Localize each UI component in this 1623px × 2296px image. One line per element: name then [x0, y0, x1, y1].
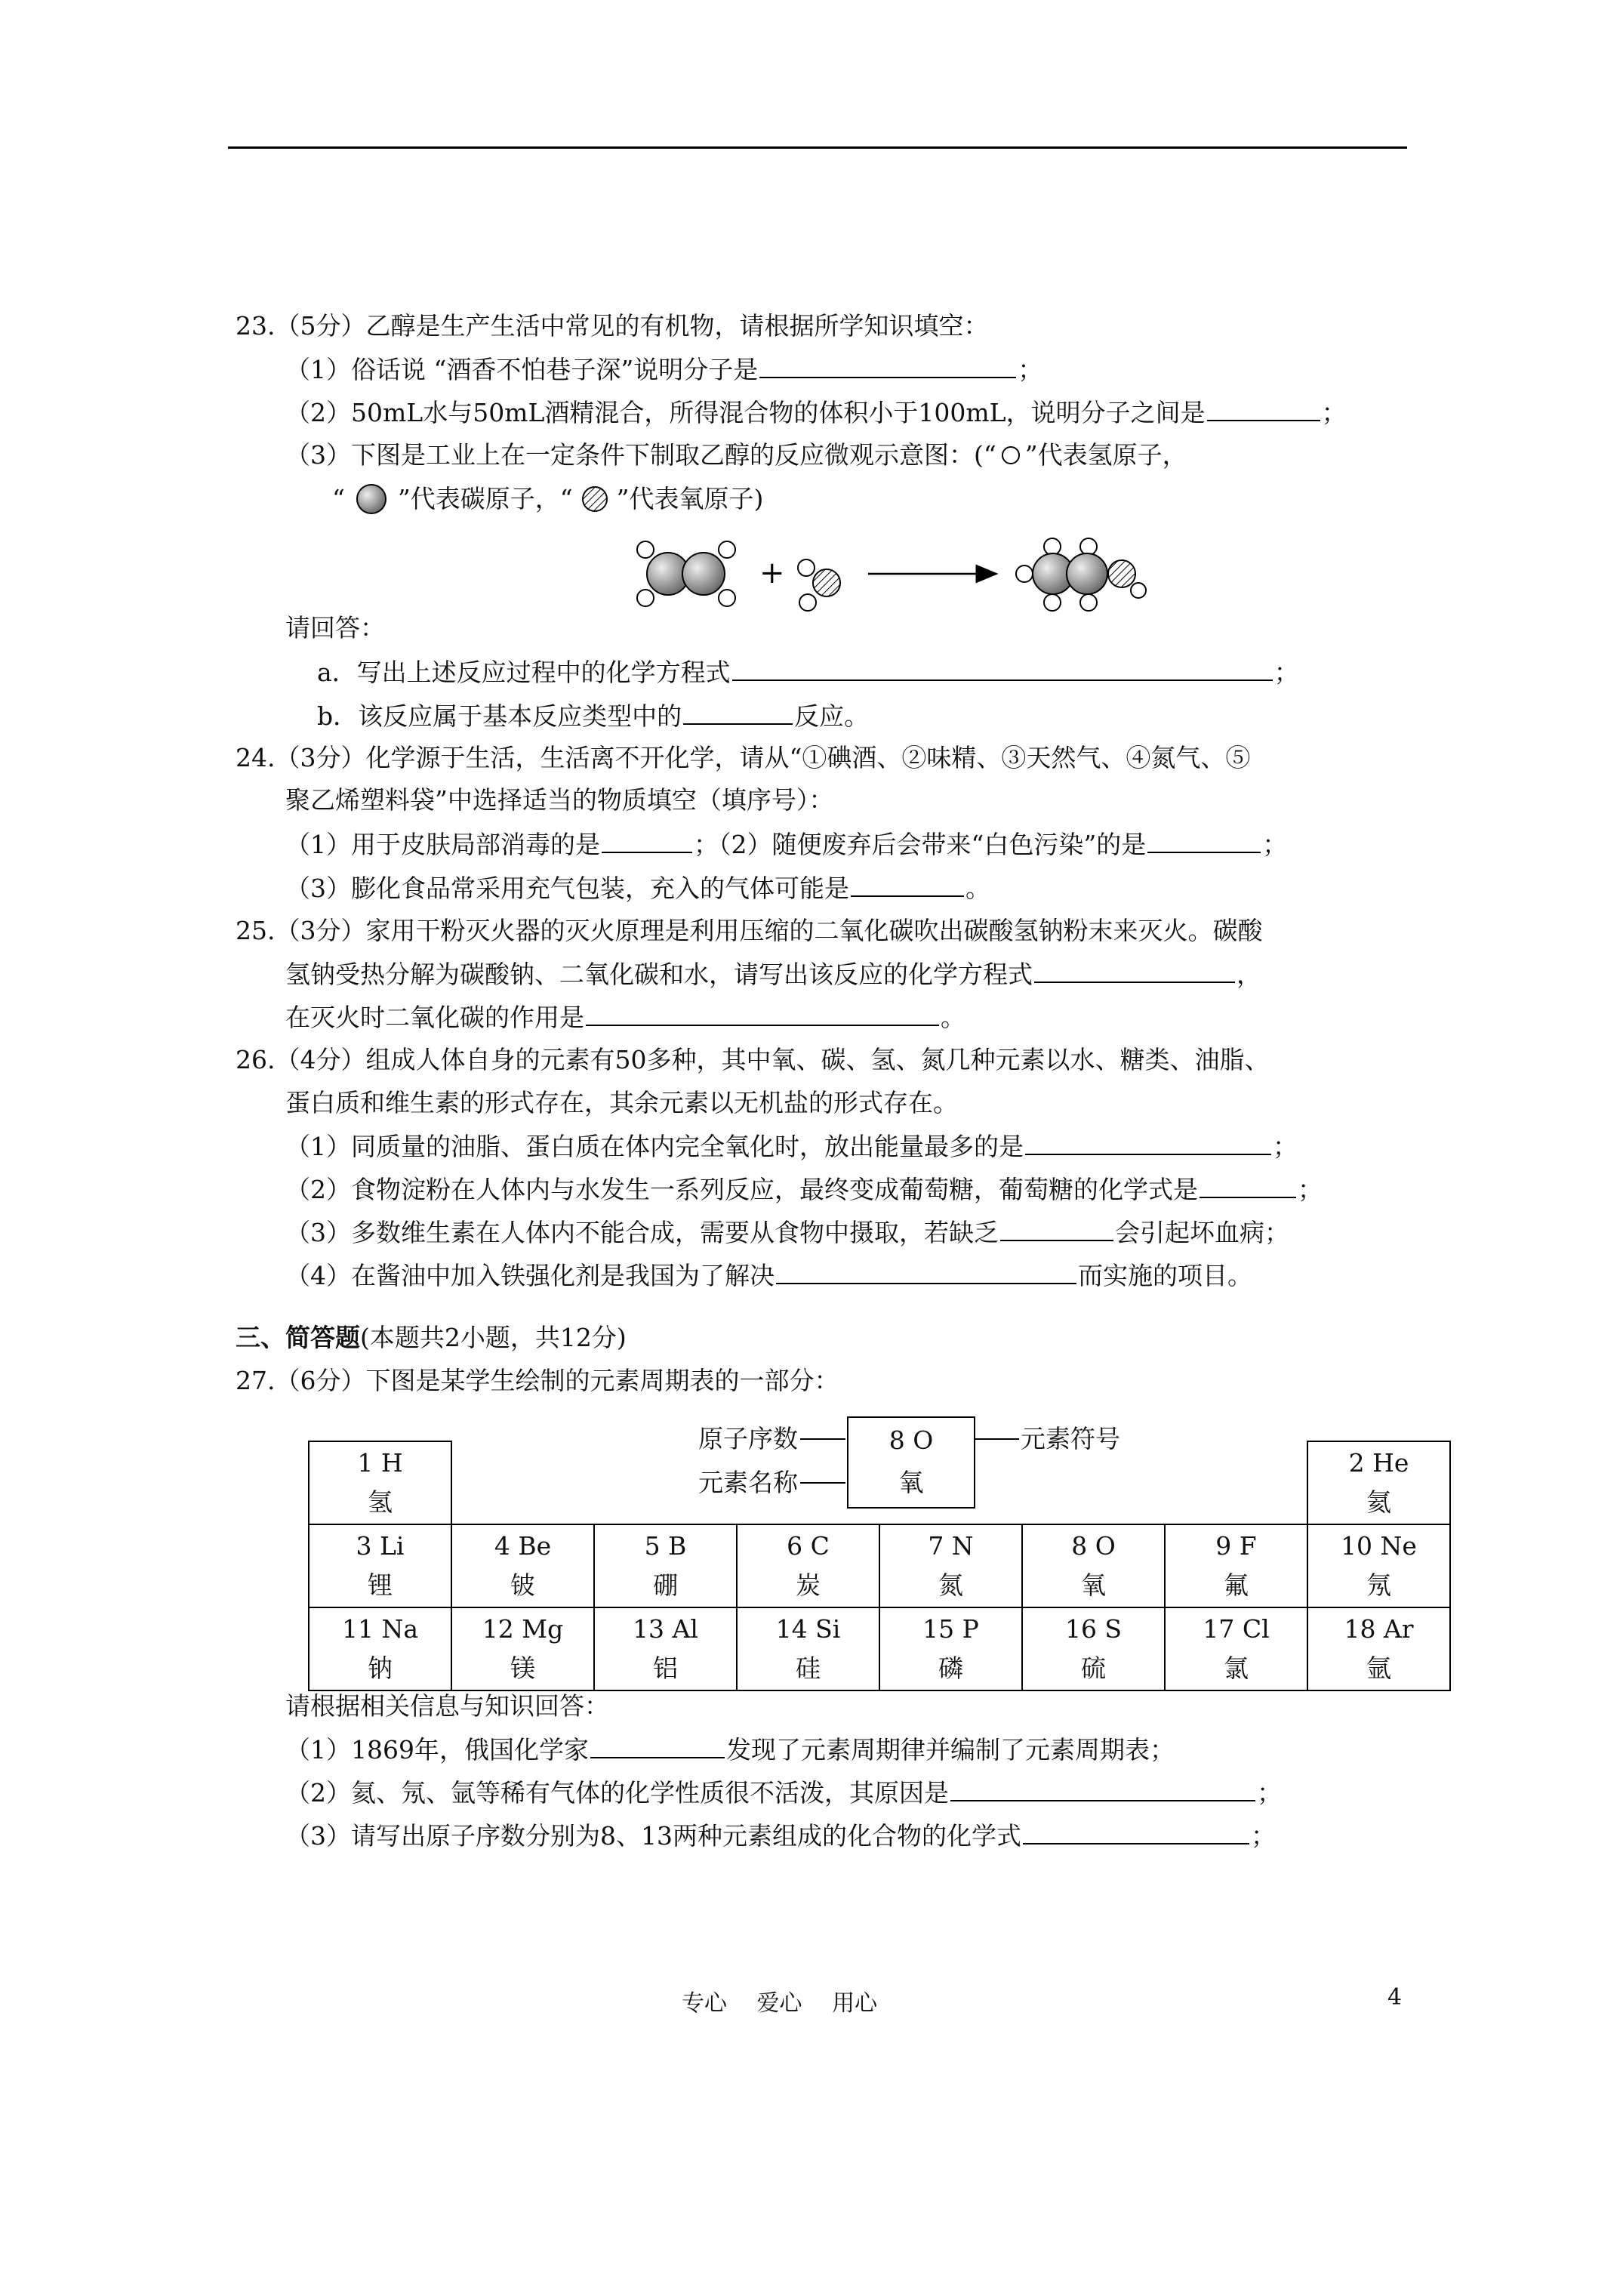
legend-atomic-number-label: 原子序数	[698, 1424, 798, 1453]
hydrogen-atom-icon	[999, 444, 1022, 467]
q27-part3: （3）请写出原子序数分别为8、13两种元素组成的化合物的化学式 ；	[285, 1821, 1276, 1851]
footer-motto: 专心 爱心 用心	[682, 1990, 878, 2017]
answer-blank[interactable]	[1147, 829, 1261, 853]
q26-part1: （1）同质量的油脂、蛋白质在体内完全氧化时，放出能量最多的是 ；	[285, 1132, 1298, 1161]
page-number: 4	[1387, 1984, 1403, 2011]
answer-blank[interactable]	[586, 1002, 939, 1026]
element-cell: 15 P 磷	[879, 1607, 1022, 1690]
answer-blank[interactable]	[732, 657, 1273, 681]
table-row	[309, 1607, 1450, 1690]
q24-part3: （3）膨化食品常采用充气包装，充入的气体可能是 。	[285, 874, 990, 903]
q27-part1: （1）1869年，俄国化学家 发现了元素周期律并编制了元素周期表；	[285, 1735, 1175, 1764]
q23-part1: （1）俗话说 “酒香不怕巷子深”说明分子是 ；	[285, 355, 1043, 384]
ethanol-molecule	[1016, 538, 1146, 611]
answer-blank[interactable]	[1034, 959, 1235, 983]
oxygen-atom-icon	[576, 483, 614, 515]
element-cell: 3 Li 锂	[309, 1524, 451, 1607]
q24-part1-2: （1）用于皮肤局部消毒的是 ；（2）随便废弃后会带来“白色污染”的是 ；	[285, 830, 1288, 859]
element-cell: 14 Si 硅	[737, 1607, 879, 1690]
water-molecule	[798, 559, 840, 611]
answer-blank[interactable]	[1207, 397, 1320, 421]
legend-element-symbol-label: 元素符号	[1021, 1424, 1120, 1453]
q24-title-line1: 24.（3分）化学源于生活，生活离不开化学，请从“①碘酒、②味精、③天然气、④氮气、⑤	[236, 743, 1251, 772]
element-cell: 6 C 炭	[737, 1524, 879, 1607]
answer-blank[interactable]	[776, 1260, 1076, 1284]
element-cell: 4 Be 铍	[451, 1524, 594, 1607]
q25-line1: 25.（3分）家用干粉灭火器的灭火原理是利用压缩的二氧化碳吹出碳酸氢钠粉末来灭火。碳酸	[236, 916, 1263, 945]
ethylene-molecule	[637, 541, 735, 606]
table-row	[309, 1524, 1450, 1607]
q26-part4: （4）在酱油中加入铁强化剂是我国为了解决 而实施的项目。	[285, 1261, 1252, 1290]
answer-blank[interactable]	[1023, 1820, 1249, 1845]
q26-line2: 蛋白质和维生素的形式存在，其余元素以无机盐的形式存在。	[285, 1088, 958, 1117]
answer-blank[interactable]	[1200, 1174, 1296, 1198]
element-cell: 17 Cl 氯	[1165, 1607, 1307, 1690]
q23-ask: 请回答：	[285, 613, 385, 643]
q27-part2: （2）氦、氖、氩等稀有气体的化学性质很不活泼，其原因是 ；	[285, 1778, 1282, 1808]
q27-ask: 请根据相关信息与知识回答：	[285, 1691, 609, 1721]
element-cell: 16 S 硫	[1022, 1607, 1165, 1690]
header-rule	[228, 146, 1407, 149]
q23-a: a．写出上述反应过程中的化学方程式 ；	[317, 658, 1299, 687]
q25-line3: 在灭火时二氧化碳的作用是 。	[285, 1003, 965, 1032]
element-cell: 5 B 硼	[594, 1524, 737, 1607]
q27-title: 27.（6分）下图是某学生绘制的元素周期表的一部分：	[236, 1366, 839, 1395]
q26-line1: 26.（4分）组成人体自身的元素有50多种，其中氧、碳、氢、氮几种元素以水、糖类、油脂、	[236, 1045, 1270, 1074]
element-cell: 11 Na 钠	[309, 1607, 451, 1690]
answer-blank[interactable]	[950, 1777, 1255, 1801]
element-cell: 9 F 氟	[1165, 1524, 1307, 1607]
reaction-diagram	[619, 529, 1147, 619]
carbon-atom-icon	[348, 483, 395, 515]
legend-sample-name: 氧	[898, 1468, 924, 1497]
q25-line2: 氢钠受热分解为碳酸钠、二氧化碳和水，请写出该反应的化学方程式 ，	[285, 960, 1261, 989]
q23-title: 23.（5分）乙醇是生产生活中常见的有机物，请根据所学知识填空：	[236, 311, 989, 341]
q23-b: b．该反应属于基本反应类型中的 反应。	[317, 701, 870, 731]
element-cell: 7 N 氮	[879, 1524, 1022, 1607]
q26-part2: （2）食物淀粉在人体内与水发生一系列反应，最终变成葡萄糖，葡萄糖的化学式是 ；	[285, 1175, 1323, 1204]
legend-element-name-label: 元素名称	[698, 1468, 798, 1497]
answer-blank[interactable]	[602, 829, 692, 853]
periodic-table	[308, 1441, 1451, 1691]
element-cell: 12 Mg 镁	[451, 1607, 594, 1690]
answer-blank[interactable]	[1025, 1131, 1271, 1155]
q24-title-line2: 聚乙烯塑料袋”中选择适当的物质填空（填序号）：	[285, 785, 834, 815]
element-cell: 8 O 氧	[1022, 1524, 1165, 1607]
answer-blank[interactable]	[1000, 1217, 1113, 1241]
table-row	[309, 1441, 1450, 1524]
answer-blank[interactable]	[590, 1734, 725, 1758]
element-cell: 2 He 氦	[1307, 1441, 1450, 1524]
element-cell: 10 Ne 氖	[1307, 1524, 1450, 1607]
answer-blank[interactable]	[851, 873, 964, 897]
q23-part3-legend: “ ”代表碳原子，“ ”代表氧原子)	[332, 484, 764, 513]
answer-blank[interactable]	[683, 701, 793, 725]
q23-part2: （2）50mL水与50mL酒精混合，所得混合物的体积小于100mL，说明分子之间是 ；	[285, 398, 1347, 427]
legend-sample-symbol: 8 O	[888, 1425, 934, 1455]
element-cell: 13 Al 铝	[594, 1607, 737, 1690]
section-3-heading: 三、简答题(本题共2小题，共12分)	[236, 1323, 627, 1352]
plus-sign: +	[759, 556, 785, 590]
q26-part3: （3）多数维生素在人体内不能合成，需要从食物中摄取，若缺乏 会引起坏血病；	[285, 1218, 1289, 1247]
answer-blank[interactable]	[759, 354, 1016, 378]
q23-part3: （3）下图是工业上在一定条件下制取乙醇的反应微观示意图：(“ ”代表氢原子，	[285, 440, 1187, 470]
element-cell: 18 Ar 氩	[1307, 1607, 1450, 1690]
element-cell: 1 H 氢	[309, 1441, 451, 1524]
